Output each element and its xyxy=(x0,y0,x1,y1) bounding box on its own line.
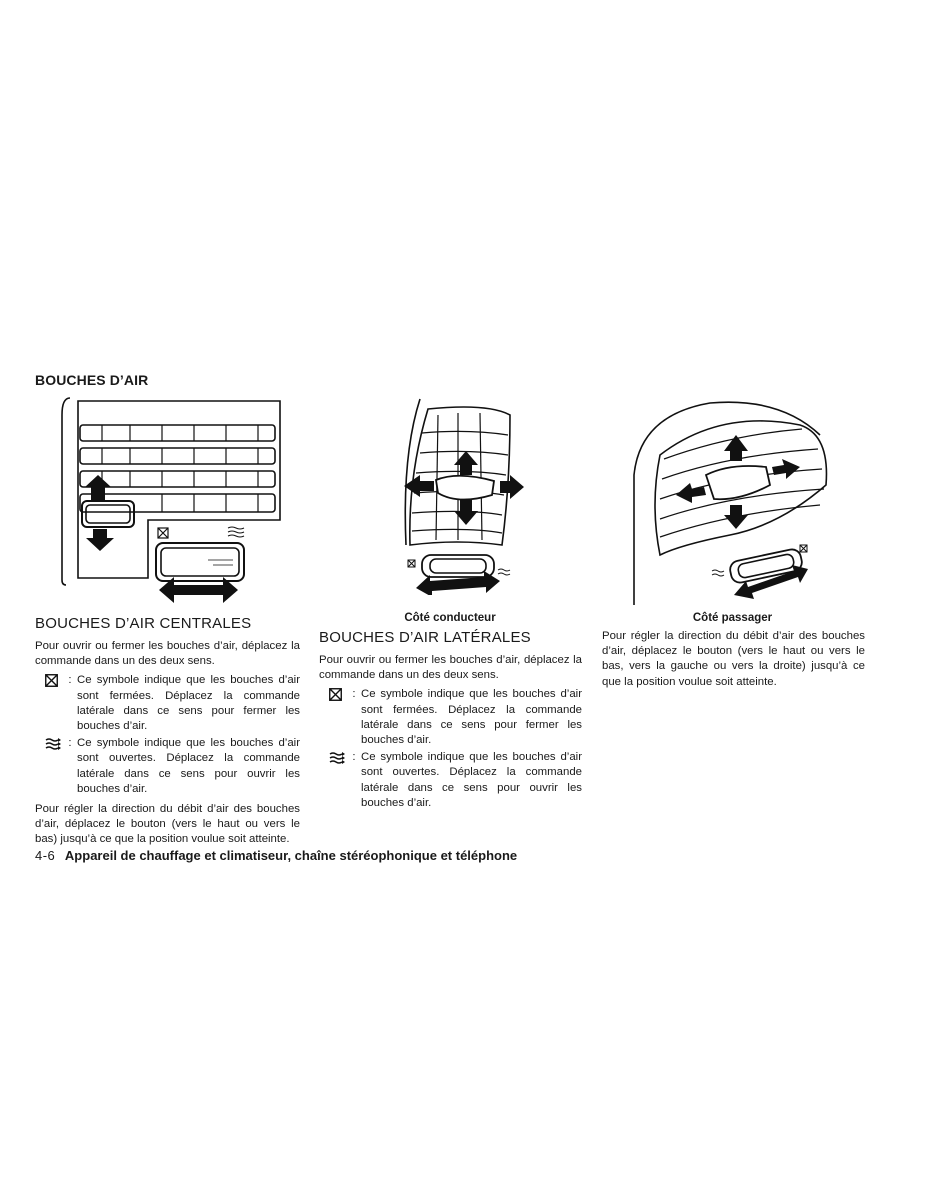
passenger-direction-text: Pour régler la direction du débit d’air des bouches d’air, déplacez le bouton (vers le haut ou vers le bas, vers la gauche ou vers la droite) jusqu’à ce que la position voulue soit atteinte. xyxy=(602,630,865,688)
central-vents-subhead: BOUCHES D’AIR CENTRALES xyxy=(35,615,252,632)
central-vents-illustration xyxy=(58,395,288,605)
page-number: 4-6 xyxy=(35,848,56,863)
passenger-side-vent-illustration xyxy=(630,395,830,605)
symbol-colon: : xyxy=(68,737,72,750)
chapter-title: Appareil de chauffage et climatiseur, chaîne stéréophonique et téléphone xyxy=(64,848,518,863)
side-intro-text: Pour ouvrir ou fermer les bouches d’air, déplacez la commande dans un des deux sens. xyxy=(319,654,582,682)
page-footer xyxy=(35,848,517,863)
vent-closed-icon xyxy=(45,674,63,692)
column-central-vents xyxy=(35,615,300,848)
driver-side-vent-illustration xyxy=(398,395,528,595)
symbol-colon: : xyxy=(352,688,356,701)
central-direction-text: Pour régler la direction du débit d’air des bouches d’air, déplacez le bouton (vers le haut ou vers le bas) jusqu’à ce que la position voulue soit atteinte. xyxy=(35,803,300,846)
closed-symbol-row xyxy=(319,687,582,748)
closed-symbol-text: Ce symbole indique que les bouches d’air sont fermées. Déplacez la commande latérale dans ce sens pour fermer les bouches d’air. xyxy=(361,688,582,747)
open-symbol-text: Ce symbole indique que les bouches d’air sont ouvertes. Déplacez la commande latérale dans ce sens pour ouvrir les bouches d’air. xyxy=(361,751,582,809)
open-symbol-row xyxy=(319,750,582,811)
driver-side-caption: Côté conducteur xyxy=(404,612,496,624)
central-intro-text: Pour ouvrir ou fermer les bouches d’air, déplacez la commande dans un des deux sens. xyxy=(35,640,300,668)
section-heading: BOUCHES D’AIR xyxy=(35,372,149,388)
vent-open-icon xyxy=(45,737,63,756)
passenger-side-caption: Côté passager xyxy=(692,612,773,624)
side-vents-subhead: BOUCHES D’AIR LATÉRALES xyxy=(319,629,531,646)
closed-symbol-text: Ce symbole indique que les bouches d’air sont fermées. Déplacez la commande latérale dans ce sens pour fermer les bouches d’air. xyxy=(77,674,300,733)
column-side-vents xyxy=(319,629,582,811)
vent-open-icon xyxy=(329,751,347,770)
symbol-colon: : xyxy=(68,674,72,687)
closed-symbol-row xyxy=(35,673,300,734)
open-symbol-row xyxy=(35,736,300,797)
vent-closed-icon xyxy=(329,688,347,706)
symbol-colon: : xyxy=(352,751,356,764)
open-symbol-text: Ce symbole indique que les bouches d’air sont ouvertes. Déplacez la commande latérale dans ce sens pour ouvrir les bouches d’air. xyxy=(77,737,300,795)
